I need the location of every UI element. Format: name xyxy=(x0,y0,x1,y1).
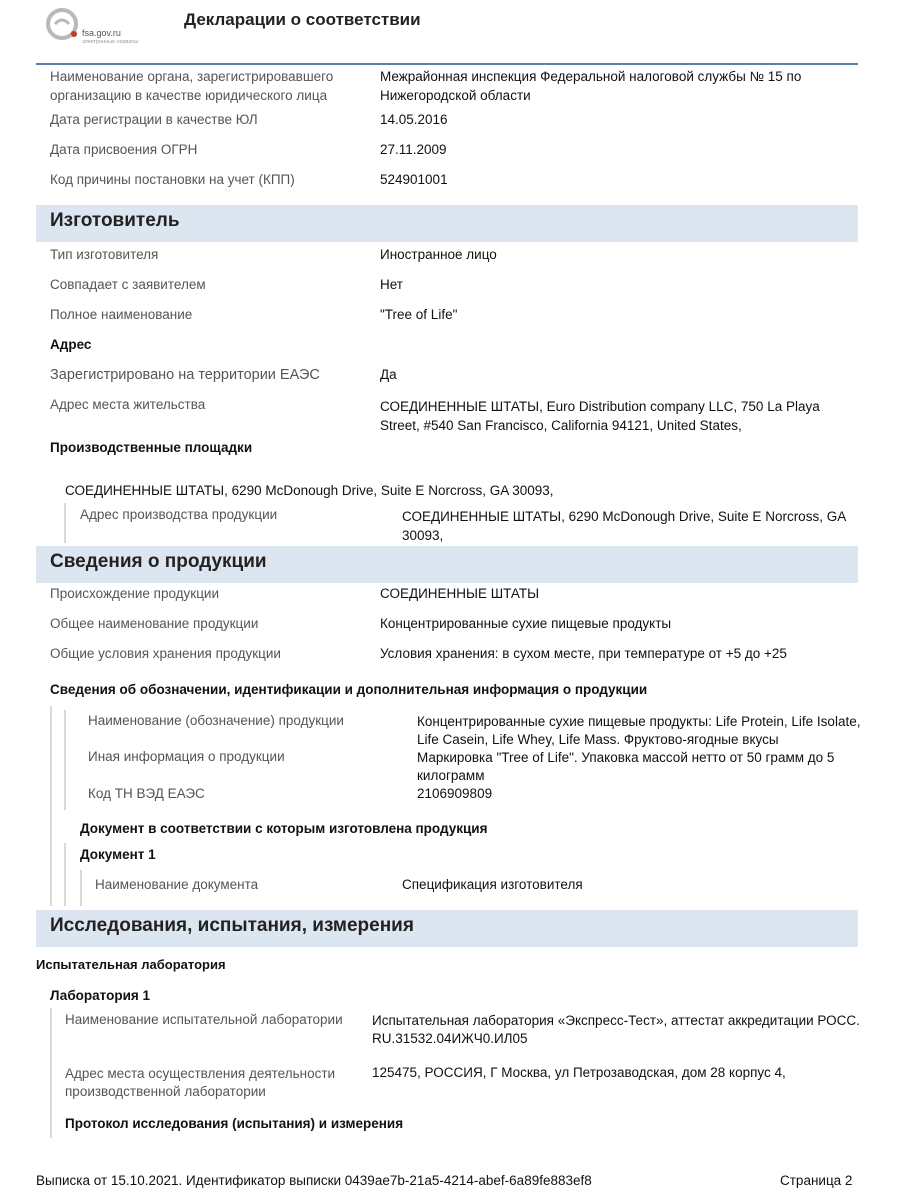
page-title: Декларации о соответствии xyxy=(184,10,421,29)
origin-label: Происхождение продукции xyxy=(50,586,220,601)
full-name-value: "Tree of Life" xyxy=(380,307,458,322)
document-inner-line xyxy=(80,870,82,906)
production-address-value: СОЕДИНЕННЫЕ ШТАТЫ, 6290 McDonough Drive, Suite E Norcross, GA 30093, xyxy=(402,509,846,543)
lab-name-label: Наименование испытательной лаборатории xyxy=(65,1012,343,1027)
product-section-header xyxy=(36,546,858,583)
protocol-heading: Протокол исследования (испытания) и измерения xyxy=(65,1116,404,1131)
eaes-registered-value: Да xyxy=(380,367,397,382)
document-number: Документ 1 xyxy=(80,847,156,862)
other-info-value: Маркировка "Tree of Life". Упаковка массой нетто от 50 грамм до 5 килограмм xyxy=(417,750,835,783)
product-section-title: Сведения о продукции xyxy=(50,551,267,572)
test-lab-heading: Испытательная лаборатория xyxy=(36,957,226,972)
research-section-title: Исследования, испытания, измерения xyxy=(50,915,414,936)
identification-heading: Сведения об обозначении, идентификации и дополнительная информация о продукции xyxy=(50,682,648,697)
designation-value: Концентрированные сухие пищевые продукты: Life Protein, Life Isolate, Life Casein, Life Whey, Life Mass. Фруктово-ягодные вкусы xyxy=(417,714,861,747)
lab-number: Лаборатория 1 xyxy=(50,988,151,1003)
lab-address-value: 125475, РОССИЯ, Г Москва, ул Петрозаводская, дом 28 корпус 4, xyxy=(372,1065,786,1080)
production-sites-heading: Производственные площадки xyxy=(50,440,253,455)
manufacturer-type-value: Иностранное лицо xyxy=(380,247,497,262)
document-name-value: Спецификация изготовителя xyxy=(402,877,583,892)
designation-label: Наименование (обозначение) продукции xyxy=(88,713,344,728)
same-as-applicant-value: Нет xyxy=(380,277,403,292)
ogrn-date-value: 27.11.2009 xyxy=(380,142,447,157)
lab-name-value: Испытательная лаборатория «Экспресс-Тест», аттестат аккредитации РОСС. RU.31532.04ИЖЧ0.ИЛ05 xyxy=(372,1013,860,1046)
residence-address-value: СОЕДИНЕННЫЕ ШТАТЫ, Euro Distribution company LLC, 750 La Playa Street, #540 San Francisco, California 94121, United States, xyxy=(380,399,820,433)
tnved-label: Код ТН ВЭД ЕАЭС xyxy=(88,786,205,801)
footer-extract-info: Выписка от 15.10.2021. Идентификатор выписки 0439ae7b-21a5-4214-abef-6a89fe883ef8 xyxy=(36,1173,592,1188)
same-as-applicant-label: Совпадает с заявителем xyxy=(50,277,206,292)
kpp-value: 524901001 xyxy=(380,172,448,187)
residence-address-label: Адрес места жительства xyxy=(50,397,206,412)
storage-conditions-label: Общие условия хранения продукции xyxy=(50,646,281,661)
document-outer-line xyxy=(64,843,66,906)
ogrn-date-label: Дата присвоения ОГРН xyxy=(50,142,198,157)
other-info-label: Иная информация о продукции xyxy=(88,749,285,764)
storage-conditions-value: Условия хранения: в сухом месте, при температуре от +5 до +25 xyxy=(380,646,787,661)
general-name-label: Общее наименование продукции xyxy=(50,616,259,631)
general-name-value: Концентрированные сухие пищевые продукты xyxy=(380,616,672,631)
registration-date-label: Дата регистрации в качестве ЮЛ xyxy=(50,112,258,127)
site-indent-line xyxy=(64,503,66,543)
manufacturer-type-label: Тип изготовителя xyxy=(50,247,159,262)
origin-value: СОЕДИНЕННЫЕ ШТАТЫ xyxy=(380,586,540,601)
full-name-label: Полное наименование xyxy=(50,307,193,322)
identification-inner-line xyxy=(64,710,66,810)
lab-address-label: Адрес места осуществления деятельности производственной лаборатории xyxy=(65,1066,336,1099)
logo-subtitle: электронные сервисы xyxy=(82,39,139,45)
kpp-label: Код причины постановки на учет (КПП) xyxy=(50,172,295,187)
fsa-logo-icon xyxy=(46,8,78,40)
production-address-label: Адрес производства продукции xyxy=(80,507,278,522)
manufacturer-section-header xyxy=(36,205,858,242)
logo-domain: fsa.gov.ru xyxy=(82,28,121,38)
address-heading: Адрес xyxy=(50,337,92,352)
research-section-header xyxy=(36,910,858,947)
production-site-address: СОЕДИНЕННЫЕ ШТАТЫ, 6290 McDonough Drive, Suite E Norcross, GA 30093, xyxy=(65,483,554,498)
footer-page-number: Страница 2 xyxy=(780,1173,853,1188)
top-divider xyxy=(36,63,858,65)
eaes-registered-label: Зарегистрировано на территории ЕАЭС xyxy=(50,367,320,383)
registration-authority-label: Наименование органа, зарегистрировавшего организацию в качестве юридического лица xyxy=(50,69,334,103)
manufacturer-section-title: Изготовитель xyxy=(50,210,180,231)
document-name-label: Наименование документа xyxy=(95,877,259,892)
fsa-logo[interactable] xyxy=(46,8,156,44)
registration-authority-value: Межрайонная инспекция Федеральной налоговой службы № 15 по Нижегородской области xyxy=(380,69,802,103)
tnved-value: 2106909809 xyxy=(417,786,493,801)
registration-date-value: 14.05.2016 xyxy=(380,112,448,127)
production-document-heading: Документ в соответствии с которым изготовлена продукция xyxy=(80,821,488,836)
identification-outer-line xyxy=(50,706,52,906)
lab-indent-line xyxy=(50,1008,52,1138)
